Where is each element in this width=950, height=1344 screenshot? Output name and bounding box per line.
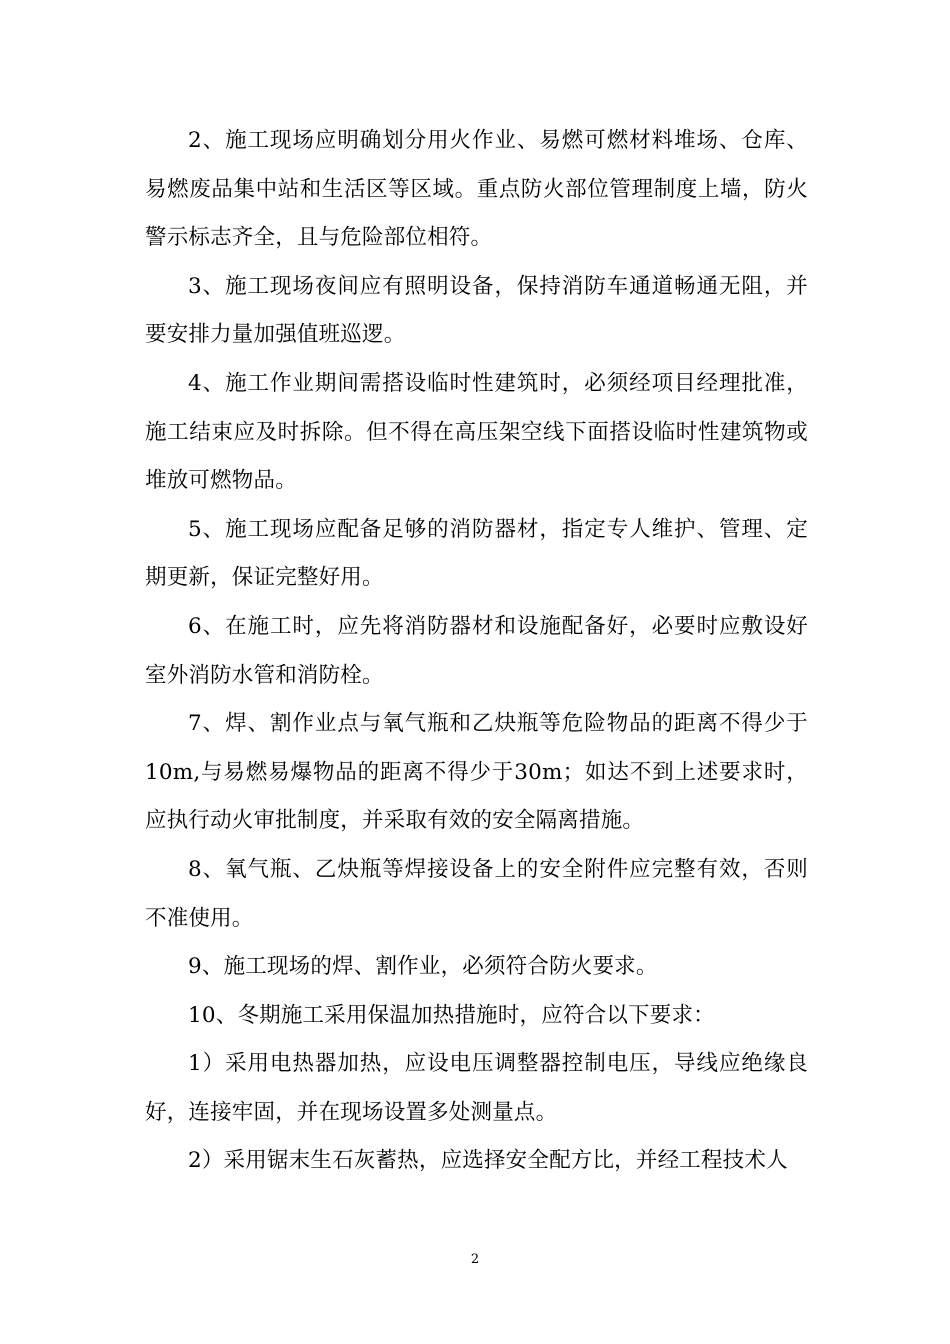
paragraph-item-2: 2、施工现场应明确划分用火作业、易燃可燃材料堆场、仓库、易燃废品集中站和生活区等区域。重点防火部位管理制度上墙，防火警示标志齐全，且与危险部位相符。 <box>145 128 808 251</box>
paragraph-item-6: 6、在施工时，应先将消防器材和设施配备好，必要时应敷设好室外消防水管和消防栓。 <box>145 613 808 688</box>
paragraph-subitem-1: 1）采用电热器加热，应设电压调整器控制电压，导线应绝缘良好，连接牢固，并在现场设置多处测量点。 <box>145 1051 808 1125</box>
paragraph-item-3: 3、施工现场夜间应有照明设备，保持消防车通道畅通无阻，并要安排力量加强值班巡逻。 <box>145 273 808 348</box>
paragraph-item-10: 10、冬期施工采用保温加热措施时，应符合以下要求： <box>188 1002 715 1028</box>
paragraph-subitem-2: 2）采用锯末生石灰蓄热，应选择安全配方比，并经工程技术人 <box>188 1148 788 1174</box>
paragraph-item-5: 5、施工现场应配备足够的消防器材，指定专人维护、管理、定期更新，保证完整好用。 <box>145 516 808 591</box>
paragraph-item-8: 8、氧气瓶、乙炔瓶等焊接设备上的安全附件应完整有效，否则不准使用。 <box>145 856 808 931</box>
page-number: 2 <box>470 1252 480 1267</box>
body-text <box>145 117 808 1186</box>
paragraph-item-4: 4、施工作业期间需搭设临时性建筑时，必须经项目经理批准，施工结束应及时拆除。但不得在高压架空线下面搭设临时性建筑物或堆放可燃物品。 <box>145 370 808 494</box>
paragraph-item-7: 7、焊、割作业点与氧气瓶和乙炔瓶等危险物品的距离不得少于10m,与易燃易爆物品的距离不得少于30m；如达不到上述要求时，应执行动火审批制度，并采取有效的安全隔离措施。 <box>145 711 808 834</box>
paragraph-item-9: 9、施工现场的焊、割作业，必须符合防火要求。 <box>188 954 658 980</box>
